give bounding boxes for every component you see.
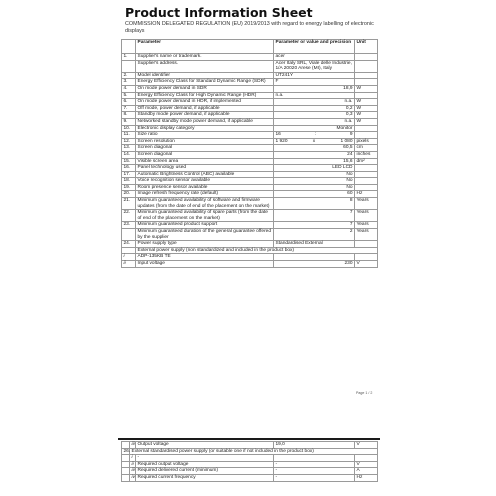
table-row (122, 118, 378, 125)
ratio-sep: x (312, 138, 316, 144)
row-number: 12. (122, 138, 136, 145)
row-value: - (274, 474, 355, 481)
row-unit (355, 165, 378, 172)
row-unit (355, 171, 378, 178)
row-parameter: Minimum guaranteed duration of the general guarantee offered by the supplier (136, 229, 274, 241)
row-parameter: Power supply type (136, 241, 274, 248)
ratio-a: 1 920 (275, 138, 288, 144)
row-value: 2 (274, 229, 355, 241)
row-number: 23. (122, 222, 136, 229)
row-unit (355, 241, 378, 248)
row-parameter: Required output voltage (136, 461, 274, 468)
row-parameter: Standby mode power demand, if applicable (136, 112, 274, 119)
ext-supply-header: External power supply (non standardized and included in the product box) (136, 247, 378, 254)
row-unit: W (355, 105, 378, 112)
row-number (122, 442, 130, 449)
row-unit (355, 184, 378, 191)
row-number: 4. (122, 85, 136, 92)
row-value: acer (274, 54, 355, 61)
table-row (122, 171, 378, 178)
row-unit: inches (355, 151, 378, 158)
row-unit (355, 125, 378, 132)
row-value: 60 (274, 191, 355, 198)
row-number: 24. (122, 241, 136, 248)
table-row (122, 461, 378, 468)
row-number: 5. (122, 92, 136, 99)
table-row (122, 191, 378, 198)
row-parameter: Size ratio (136, 132, 274, 139)
table-row (122, 132, 378, 139)
row-parameter: Minimum guaranteed product support (136, 222, 274, 229)
table-row (122, 241, 378, 248)
row-unit: W (355, 118, 378, 125)
row-number (122, 461, 130, 468)
row-number: 6. (122, 99, 136, 106)
row-number: 16. (122, 165, 136, 172)
row-unit (355, 60, 378, 72)
sub-index: i (122, 254, 136, 261)
ext-standard-supply-header: External standardised power supply (or suitable one if not included in the product box) (130, 448, 378, 455)
table-row (122, 442, 378, 449)
row-value: 0,3 (274, 112, 355, 119)
row-number: 1. (122, 54, 136, 61)
header-num (122, 40, 136, 54)
page-two-top-border (118, 438, 380, 440)
table-row (122, 79, 378, 86)
row-unit (355, 132, 378, 139)
row-number (122, 474, 130, 481)
row-value: - (274, 461, 355, 468)
row-number: 2. (122, 72, 136, 79)
table-row (122, 112, 378, 119)
row-unit (355, 54, 378, 61)
row-unit: pixels (355, 138, 378, 145)
row-number: 13. (122, 145, 136, 152)
row-value: F (274, 79, 355, 86)
sub-index: iv (131, 474, 135, 480)
row-parameter: Image refresh frequency rate (default) (136, 191, 274, 198)
row-number (122, 247, 136, 254)
row-number: 9. (122, 118, 136, 125)
table-row (122, 165, 378, 172)
row-parameter: Model identifier (136, 72, 274, 79)
row-value: 18,9 (274, 85, 355, 92)
table-row (122, 184, 378, 191)
table-row (122, 99, 378, 106)
row-value: n.a. (274, 99, 355, 106)
table-row (122, 210, 378, 222)
row-unit (355, 72, 378, 79)
row-number: 20. (122, 191, 136, 198)
row-unit: Years (355, 222, 378, 229)
row-value: 230 (274, 261, 355, 268)
row-value: LED LCD (274, 165, 355, 172)
row-parameter: Energy Efficiency Class for High Dynamic Range (HDR) (136, 92, 274, 99)
row-number: 14. (122, 151, 136, 158)
row-value: 19,0 (274, 442, 355, 449)
row-unit: V (355, 261, 378, 268)
row-value: 24 (274, 151, 355, 158)
header-parameter: Parameter (136, 40, 274, 54)
row-unit: dm² (355, 158, 378, 165)
row-parameter: Visible screen area (136, 158, 274, 165)
row-number (122, 60, 136, 72)
row-unit: W (355, 85, 378, 92)
row-value: - (274, 468, 355, 475)
row-number: 26. (123, 448, 131, 454)
table-row (122, 455, 378, 462)
row-number: 19. (122, 184, 136, 191)
row-parameter: Screen diagonal (136, 145, 274, 152)
row-unit: Years (355, 210, 378, 222)
table-row (122, 158, 378, 165)
row-parameter: Screen diagonal (136, 151, 274, 158)
row-number: 22. (122, 210, 136, 222)
row-unit: Years (355, 229, 378, 241)
row-unit (355, 178, 378, 185)
row-value: No (274, 178, 355, 185)
row-value: No (274, 171, 355, 178)
row-number: 3. (122, 79, 136, 86)
table-row (122, 125, 378, 132)
table-row (122, 229, 378, 241)
row-number: 21. (122, 198, 136, 210)
table-row (122, 85, 378, 92)
row-value: Monitor (274, 125, 355, 132)
row-unit: Hz (355, 474, 378, 481)
row-parameter: Panel technology used (136, 165, 274, 172)
row-parameter: Voice recognition sensor available (136, 178, 274, 185)
table-row (122, 254, 378, 261)
page-gap (0, 399, 496, 437)
row-unit: Years (355, 198, 378, 210)
row-value: 0,2 (274, 105, 355, 112)
row-parameter: ADP-135KB TE (136, 254, 274, 261)
header-value: Parameter or value and precision (274, 40, 355, 54)
row-value: UT241Y (274, 72, 355, 79)
row-value: Acer Italy SRL, Viale delle Industrie, 1/A 20020 Arese (MI), Italy (274, 60, 355, 72)
row-unit (355, 92, 378, 99)
spec-table-page-two (121, 441, 378, 482)
row-parameter: Room presence sensor available (136, 184, 274, 191)
row-value: 8 (274, 198, 355, 210)
row-parameter: Output voltage (136, 442, 274, 449)
table-row (122, 222, 378, 229)
table-row (122, 138, 378, 145)
row-unit: Hz (355, 191, 378, 198)
row-unit: W (355, 99, 378, 106)
row-value: n.a. (274, 92, 355, 99)
row-unit: V (355, 442, 378, 449)
ratio-b: 9 (349, 132, 353, 138)
row-parameter: Minimum guaranteed availability of software and firmware updates (from the date of end of the placement on the market) (136, 198, 274, 210)
row-value (274, 254, 355, 261)
row-unit: W (355, 112, 378, 119)
row-parameter: Required current frequency (136, 474, 274, 481)
spec-table (121, 39, 378, 268)
row-value: n.a. (274, 118, 355, 125)
page-number: Page 1 / 2 (356, 391, 373, 395)
table-row (122, 105, 378, 112)
table-row (122, 92, 378, 99)
row-value: Standardised External (274, 241, 355, 248)
table-row (122, 151, 378, 158)
table-row (122, 474, 378, 481)
sub-index: i (130, 455, 136, 462)
row-value (274, 132, 355, 139)
row-parameter: Supplier's address. (136, 60, 274, 72)
row-parameter: Automatic Brightness Control (ABC) available (136, 171, 274, 178)
row-parameter: - (136, 455, 274, 462)
row-number: 8. (122, 112, 136, 119)
sub-index: ii (131, 461, 134, 467)
sub-index: iii (131, 442, 135, 447)
table-row (122, 468, 378, 475)
row-value: 7 (274, 210, 355, 222)
row-parameter: On mode power demand in SDR (136, 85, 274, 92)
table-row (122, 54, 378, 61)
row-unit (355, 455, 378, 462)
page-subtitle: COMMISSION DELEGATED REGULATION (EU) 2019/2013 with regard to energy labelling of electronic displays (125, 21, 374, 34)
row-number (122, 455, 130, 462)
header-unit: Unit (355, 40, 378, 54)
table-row (122, 72, 378, 79)
row-parameter: Input voltage (136, 261, 274, 268)
row-parameter: On mode power demand in HDR, if implemented (136, 99, 274, 106)
row-value: 60,5 (274, 145, 355, 152)
ext-supply-header-row (122, 247, 378, 254)
row-unit: V (355, 461, 378, 468)
ratio-b: 1 080 (340, 138, 353, 144)
row-unit (355, 79, 378, 86)
row-parameter: Energy Efficiency Class for Standard Dynamic Range (SDR) (136, 79, 274, 86)
table-row (122, 178, 378, 185)
ratio-a: 16 (275, 132, 281, 138)
row-number (122, 468, 130, 475)
table-row (122, 145, 378, 152)
row-number (122, 229, 136, 241)
row-parameter: Networked standby mode power demand, if applicable (136, 118, 274, 125)
row-value: No (274, 184, 355, 191)
ratio-sep: : (314, 132, 316, 138)
row-number: 11. (122, 132, 136, 139)
row-unit: cm (355, 145, 378, 152)
row-value: 15,6 (274, 158, 355, 165)
table-row (122, 198, 378, 210)
row-value (274, 138, 355, 145)
row-parameter: Electronic display category (136, 125, 274, 132)
row-parameter: Minimum guaranteed availability of spare parts (from the date of end of the placement on the market) (136, 210, 274, 222)
sub-index: ii (122, 261, 136, 268)
table-row (122, 60, 378, 72)
sub-index: iii (131, 468, 135, 474)
row-unit (355, 254, 378, 261)
row-number: 10. (122, 125, 136, 132)
table-row (122, 261, 378, 268)
row-value (274, 455, 355, 462)
row-number: 18. (122, 178, 136, 185)
row-number: 15. (122, 158, 136, 165)
row-number: 7. (122, 105, 136, 112)
row-parameter: Required delivered current (minimum) (136, 468, 274, 475)
row-parameter: Screen resolution (136, 138, 274, 145)
page-title: Product Information Sheet (125, 5, 313, 20)
table-header-row (122, 40, 378, 54)
ext-standard-supply-header-row (122, 448, 378, 455)
row-unit: A (355, 468, 378, 475)
row-value: 7 (274, 222, 355, 229)
row-parameter: Supplier's name or trademark. (136, 54, 274, 61)
row-parameter: Off mode, power demand, if applicable (136, 105, 274, 112)
row-number: 17. (122, 171, 136, 178)
